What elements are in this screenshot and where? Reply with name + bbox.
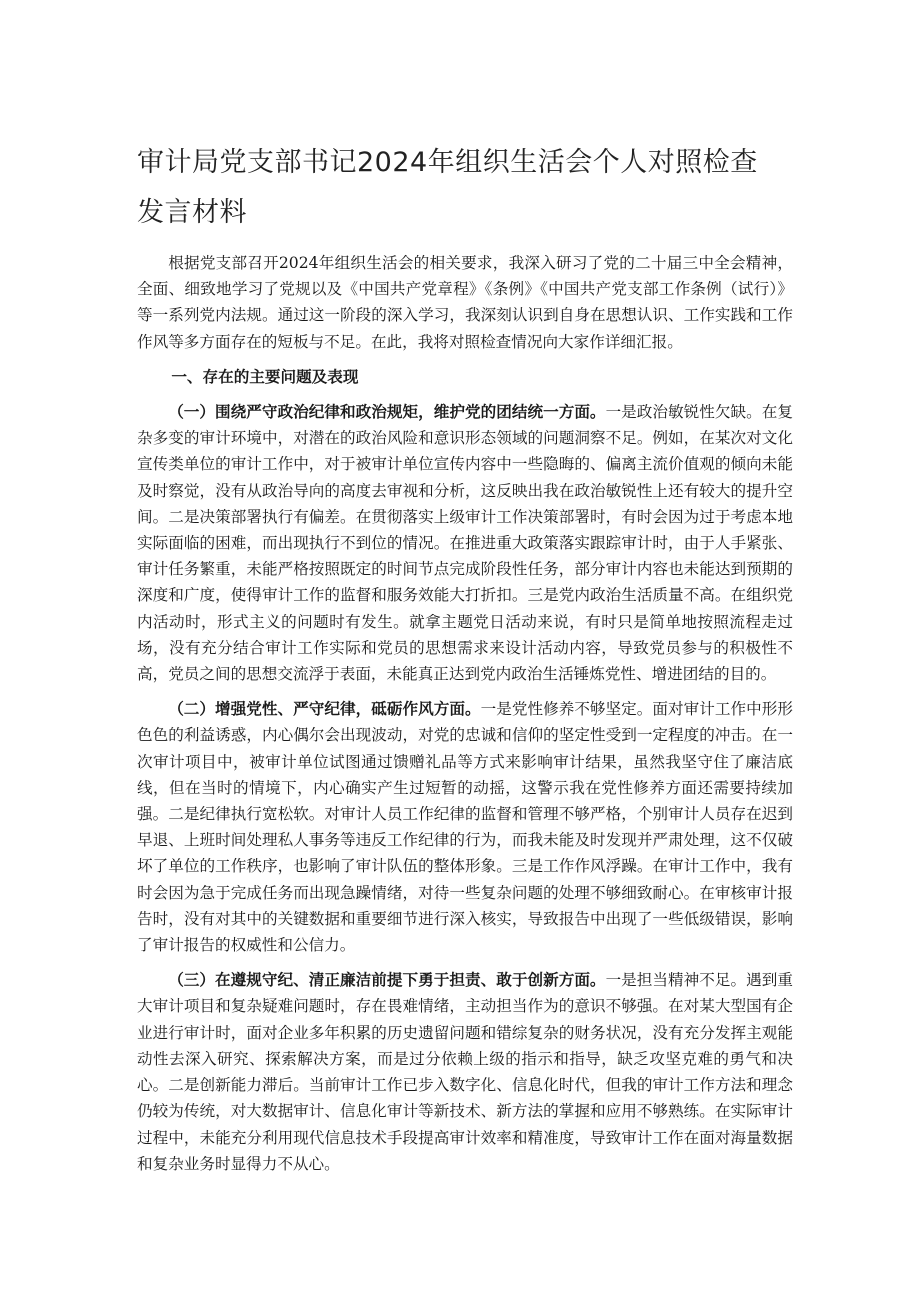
section-lead-2: （二）增强党性、严守纪律，砥砺作风方面。 [168, 699, 481, 719]
section-body-1: 一是政治敏锐性欠缺。在复杂多变的审计环境中，对潜在的政治风险和意识形态领域的问题洞察不足。例如，在某次对文化宣传类单位的审计工作中，对于被审计单位宣传内容中一些隐晦的、偏离主流价值观的倾向未能及时察觉，没有从政治导向的高度去审视和分析，这反映出我在政治敏锐性上还有较大的提升空间。二是决策部署执行有偏差。在贯彻落实上级审计工作决策部署时，有时会因为过于考虑本地实际面临的困难，而出现执行不到位的情况。在推进重大政策落实跟踪审计时，由于人手紧张、审计任务繁重，未能严格按照既定的时间节点完成阶段性任务，部分审计内容也未能达到预期的深度和广度，使得审计工作的监督和服务效能大打折扣。三是党内政治生活质量不高。在组织党内活动时，形式主义的问题时有发生。就拿主题党日活动来说，有时只是简单地按照流程走过场，没有充分结合审计工作实际和党员的思想需求来设计活动内容，导致党员参与的积极性不高，党员之间的思想交流浮于表面，未能真正达到党内政治生活锤炼党性、增进团结的目的。 [137, 403, 793, 684]
title-line-2: 发言材料 [137, 197, 247, 228]
section-heading: 一、存在的主要问题及表现 [171, 366, 359, 386]
section-paragraph-3 [137, 967, 793, 1177]
section-lead-1: （一）围绕严守政治纪律和政治规矩，维护党的团结统一方面。 [168, 402, 606, 422]
section-body-3: 一是担当精神不足。遇到重大审计项目和复杂疑难问题时，存在畏难情绪，主动担当作为的意识不够强。在对某大型国有企业进行审计时，面对企业多年积累的历史遗留问题和错综复杂的财务状况，没有充分发挥主观能动性去深入研究、探索解决方案，而是过分依赖上级的指示和指导，缺乏攻坚克难的勇气和决心。二是创新能力滞后。当前审计工作已步入数字化、信息化时代，但我的审计工作方法和理念仍较为传统，对大数据审计、信息化审计等新技术、新方法的掌握和应用不够熟练。在实际审计过程中，未能充分利用现代信息技术手段提高审计效率和精准度，导致审计工作在面对海量数据和复杂业务时显得力不从心。 [137, 971, 793, 1173]
document-title [137, 138, 793, 238]
title-line-1: 审计局党支部书记2024年组织生活会个人对照检查 [137, 147, 758, 178]
section-paragraph-1 [137, 399, 793, 687]
section-body-2: 一是党性修养不够坚定。面对审计工作中形形色色的利益诱惑，内心偶尔会出现波动，对党的忠诚和信仰的坚定性受到一定程度的冲击。在一次审计项目中，被审计单位试图通过馈赠礼品等方式来影响审计结果，虽然我坚守住了廉洁底线，但在当时的情境下，内心确实产生过短暂的动摇，这警示我在党性修养方面还需要持续加强。二是纪律执行宽松软。对审计人员工作纪律的监督和管理不够严格，个别审计人员存在迟到早退、上班时间处理私人事务等违反工作纪律的行为，而我未能及时发现并严肃处理，这不仅破坏了单位的工作秩序，也影响了审计队伍的整体形象。三是工作作风浮躁。在审计工作中，我有时会因为急于完成任务而出现急躁情绪，对待一些复杂问题的处理不够细致耐心。在审核审计报告时，没有对其中的关键数据和重要细节进行深入核实，导致报告中出现了一些低级错误，影响了审计报告的权威性和公信力。 [137, 700, 793, 955]
section-lead-3: （三）在遵规守纪、清正廉洁前提下勇于担责、敢于创新方面。 [168, 970, 606, 990]
section-paragraph-2 [137, 696, 793, 958]
document-page [137, 138, 793, 1186]
intro-paragraph: 根据党支部召开2024年组织生活会的相关要求，我深入研习了党的二十届三中全会精神，全面、细致地学习了党规以及《中国共产党章程》《条例》《中国共产党支部工作条例（试行）》等一系列党内法规。通过这一阶段的深入学习，我深刻认识到自身在思想认识、工作实践和工作作风等多方面存在的短板与不足。在此，我将对照检查情况向大家作详细汇报。 [137, 254, 793, 351]
